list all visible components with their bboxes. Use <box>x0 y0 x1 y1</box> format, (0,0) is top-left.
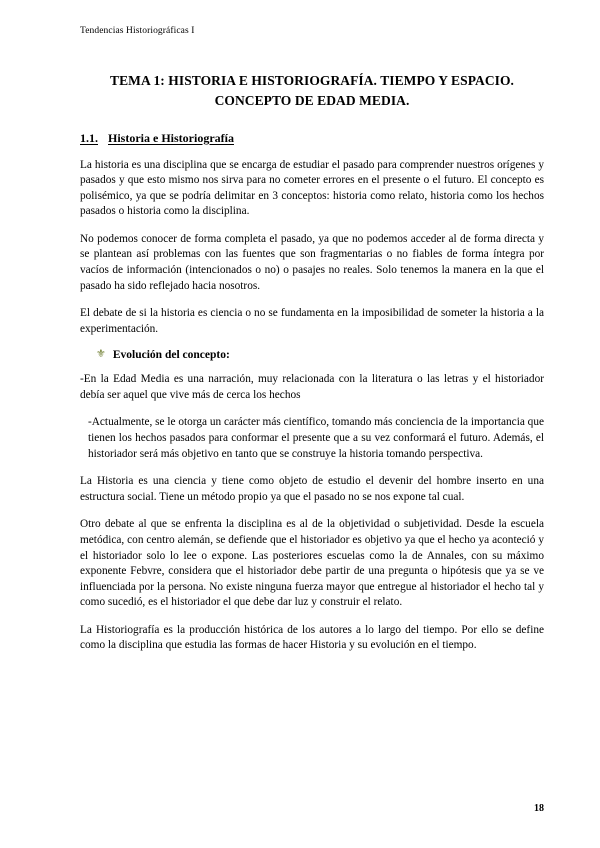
paragraph: El debate de si la historia es ciencia o no se fundamenta en la imposibilidad de someter la historia a la experimentación. <box>80 307 544 335</box>
bullet-item <box>96 349 544 361</box>
paragraph: La Historia es una ciencia y tiene como objeto de estudio el devenir del hombre inserto en una estructura social. Tiene un método propio ya que el pasado no se nos expone tal cual. <box>80 475 544 503</box>
section-title: Historia e Historiografía <box>108 130 234 145</box>
paragraph: No podemos conocer de forma completa el pasado, ya que no podemos acceder al de forma directa y se plantean así problemas con las fuentes que son fragmentarias o no fiables de forma íntegra por vacíos de información (intencionados o no) o pasajes no reales. Solo tenemos la manera en la que el pasado ha sido reflejado hacia nosotros. <box>80 232 544 292</box>
paragraph: La historia es una disciplina que se encarga de estudiar el pasado para comprender nuestros orígenes y pasados y que esto mismo nos sirva para no cometer errores en el presente o el futuro. El concepto es polisémico, ya que se podría delimitar en 3 conceptos: historia como relato, historia como los hechos pasados o historia como la disciplina. <box>80 158 544 218</box>
page-number: 18 <box>534 803 544 814</box>
dash-paragraph: -En la Edad Media es una narración, muy relacionada con la literatura o las letras y el historiador debía ser aquel que vive más de cerca los hechos <box>80 373 544 401</box>
section-number: 1.1. <box>80 130 98 145</box>
bullet-item-label: Evolución del concepto: <box>112 349 230 362</box>
running-head: Tendencias Historiográficas I <box>80 26 195 36</box>
paragraph: Otro debate al que se enfrenta la disciplina es al de la objetividad o subjetividad. Desde la escuela metódica, con centro alemán, se defiende que el historiador es objetivo ya que el hecho ya aconteció y el historiador solo lo lee o expone. Las posteriores escuelas como la de Annales, con su máximo exponente Febvre, considera que el historiador debe partir de una pregunta o hipótesis que ya se ve influenciada por la persona. No existe ninguna fuerza mayor que entregue al historiador el hecho tal y como sucedió, es el historiador el que debe dar luz y construir el relato. <box>80 518 544 609</box>
page-title: TEMA 1: HISTORIA E HISTORIOGRAFÍA. TIEMPO Y ESPACIO. CONCEPTO DE EDAD MEDIA. <box>110 73 514 108</box>
paragraph: La Historiografía es la producción histórica de los autores a lo largo del tiempo. Por ello se define como la disciplina que estudia las formas de hacer Historia y su evolución en el tiempo. <box>80 623 544 652</box>
dash-paragraph: -Actualmente, se le otorga un carácter más científico, tomando más conciencia de la importancia que tienen los hechos pasados para conformar el presente que a su vez conformará el futuro. Además, el historiador será más objetivo en tanto que se construye la historia tomando perspectiva. <box>88 416 544 460</box>
bullet-leaf-icon: ⚜ <box>96 348 106 361</box>
section-heading <box>80 131 544 146</box>
